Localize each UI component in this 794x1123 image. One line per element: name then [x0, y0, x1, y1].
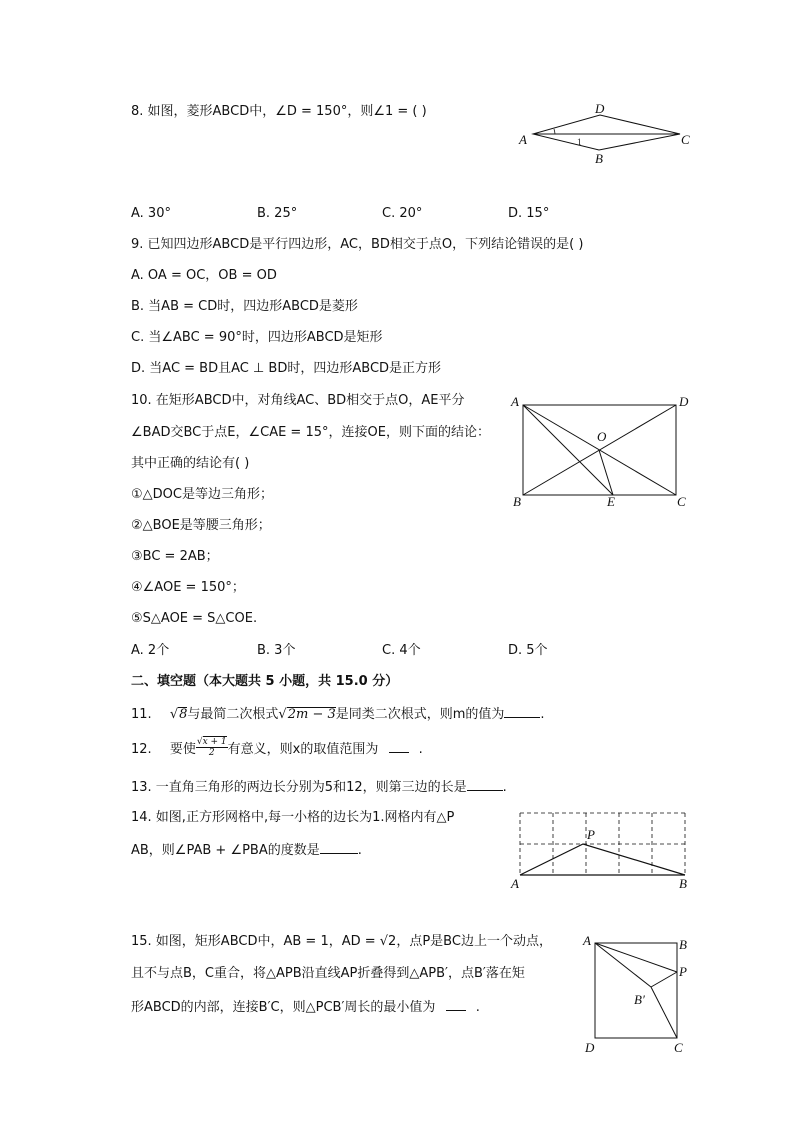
q12-end: . [418, 742, 423, 757]
label-angle-1: 1 [577, 137, 582, 147]
label-c: C [681, 132, 690, 147]
q8-option-a: A. 30° [131, 206, 171, 221]
q11-text-2: 是同类二次根式，则m的值为 [335, 707, 505, 722]
q12-fraction [196, 737, 228, 758]
q10-stem-line3: 其中正确的结论有( ) [131, 456, 250, 471]
q15-answer-blank[interactable] [446, 998, 466, 1011]
section-2-heading: 二、填空题（本大题共 5 小题，共 15.0 分） [131, 674, 399, 689]
q9-stem: 9. 已知四边形ABCD是平行四边形，AC，BD相交于点O，下列结论错误的是( ) [131, 237, 584, 252]
q15-end: . [475, 1000, 480, 1015]
triangle-sides [520, 844, 685, 875]
label-p: P [679, 964, 687, 979]
q8-option-d: D. 15° [508, 206, 550, 221]
q15-line2: 且不与点B，C重合，将△APB沿直线AP折叠得到△APB′，点B′落在矩 [131, 966, 525, 981]
label-b: B [595, 151, 603, 166]
q8-option-b: B. 25° [257, 206, 298, 221]
q8-option-c: C. 20° [382, 206, 423, 221]
q11-number: 11. [131, 707, 152, 722]
q14-answer-blank[interactable] [320, 841, 358, 854]
sqrt-sign-icon: √ [278, 707, 287, 722]
label-e: E [607, 494, 615, 509]
label-d: D [679, 394, 689, 409]
segment-b-prime-c [651, 987, 677, 1038]
q10-stem-line1: 10. 在矩形ABCD中，对角线AC、BD相交于点O，AE平分 [131, 393, 465, 408]
sqrt-sign-icon: √ [196, 737, 203, 747]
q10-rectangle-figure [508, 392, 698, 512]
q12-text-1: 要使 [169, 742, 196, 757]
label-a: A [511, 876, 519, 891]
segment-ab-prime [595, 943, 651, 987]
q10-conclusion-2: ②△BOE是等腰三角形； [131, 518, 271, 533]
q10-option-a: A. 2个 [131, 643, 170, 658]
q11-line [131, 705, 545, 723]
label-a: A [511, 394, 519, 409]
q15-text: 形ABCD的内部，连接B′C，则△PCB′周长的最小值为 [131, 1000, 436, 1015]
q10-option-c: C. 4个 [382, 643, 421, 658]
q13-text: 13. 一直角三角形的两边长分别为5和12，则第三边的长是 [131, 780, 467, 795]
label-c: C [674, 1040, 683, 1055]
label-a: A [583, 933, 591, 948]
label-c: C [677, 494, 686, 509]
label-b-prime: B′ [634, 992, 645, 1007]
q10-conclusion-4: ④∠AOE = 150°； [131, 580, 245, 595]
sqrt-sign-icon: √ [169, 707, 179, 722]
q15-line1: 15. 如图，矩形ABCD中，AB = 1，AD = √2，点P是BC边上一个动点， [131, 934, 552, 949]
label-o: O [597, 429, 607, 444]
q9-option-a: A. OA = OC，OB = OD [131, 268, 277, 283]
q12-fraction-numerator: x + 1 [202, 737, 227, 747]
q10-conclusion-1: ①△DOC是等边三角形； [131, 487, 273, 502]
q13-line [131, 778, 507, 796]
q9-option-b: B. 当AB = CD时，四边形ABCD是菱形 [131, 299, 358, 314]
angle-1-arc [554, 129, 555, 134]
q14-end: . [357, 843, 362, 858]
q15-rectangle-figure [580, 930, 700, 1060]
label-b: B [513, 494, 521, 509]
q14-grid-figure [508, 806, 698, 896]
label-p: P [587, 827, 595, 842]
q9-option-c: C. 当∠ABC = 90°时，四边形ABCD是矩形 [131, 330, 383, 345]
label-d: D [585, 1040, 595, 1055]
q14-text: AB，则∠PAB + ∠PBA的度数是 [131, 843, 320, 858]
label-d: D [595, 101, 605, 116]
q8-stem: 8. 如图，菱形ABCD中，∠D = 150°，则∠1 = ( ) [131, 104, 427, 119]
q14-line1: 14. 如图,正方形网格中,每一小格的边长为1.网格内有△P [131, 810, 455, 825]
q11-text-1: 与最简二次根式 [187, 707, 279, 722]
q10-stem-line2: ∠BAD交BC于点E，∠CAE = 15°，连接OE，则下面的结论： [131, 425, 490, 440]
q10-option-d: D. 5个 [508, 643, 548, 658]
dashed-grid [520, 813, 685, 875]
q11-end: . [540, 707, 545, 722]
q12-line [131, 739, 423, 760]
q10-option-b: B. 3个 [257, 643, 296, 658]
q9-option-d: D. 当AC = BD且AC ⊥ BD时，四边形ABCD是正方形 [131, 361, 442, 376]
q12-text-2: 有意义，则x的取值范围为 [227, 742, 379, 757]
q10-conclusion-3: ③BC = 2AB； [131, 549, 219, 564]
q14-line2 [131, 841, 362, 859]
segment-pb-prime [651, 972, 677, 987]
q12-number: 12. [131, 742, 152, 757]
q12-answer-blank[interactable] [389, 740, 409, 753]
q13-end: . [502, 780, 507, 795]
q11-radicand-2: 2m − 3 [287, 707, 336, 722]
q11-radicand-1: 8 [179, 707, 188, 722]
q11-answer-blank[interactable] [504, 705, 540, 718]
q12-fraction-denominator: 2 [208, 748, 215, 758]
label-a: A [519, 132, 527, 147]
label-b: B [679, 876, 687, 891]
label-b: B [679, 937, 687, 952]
fold-line-ap [595, 943, 677, 972]
q15-line3 [131, 998, 480, 1016]
q13-answer-blank[interactable] [467, 778, 503, 791]
q8-rhombus-figure [515, 100, 695, 170]
q10-conclusion-5: ⑤S△AOE = S△COE. [131, 611, 258, 626]
